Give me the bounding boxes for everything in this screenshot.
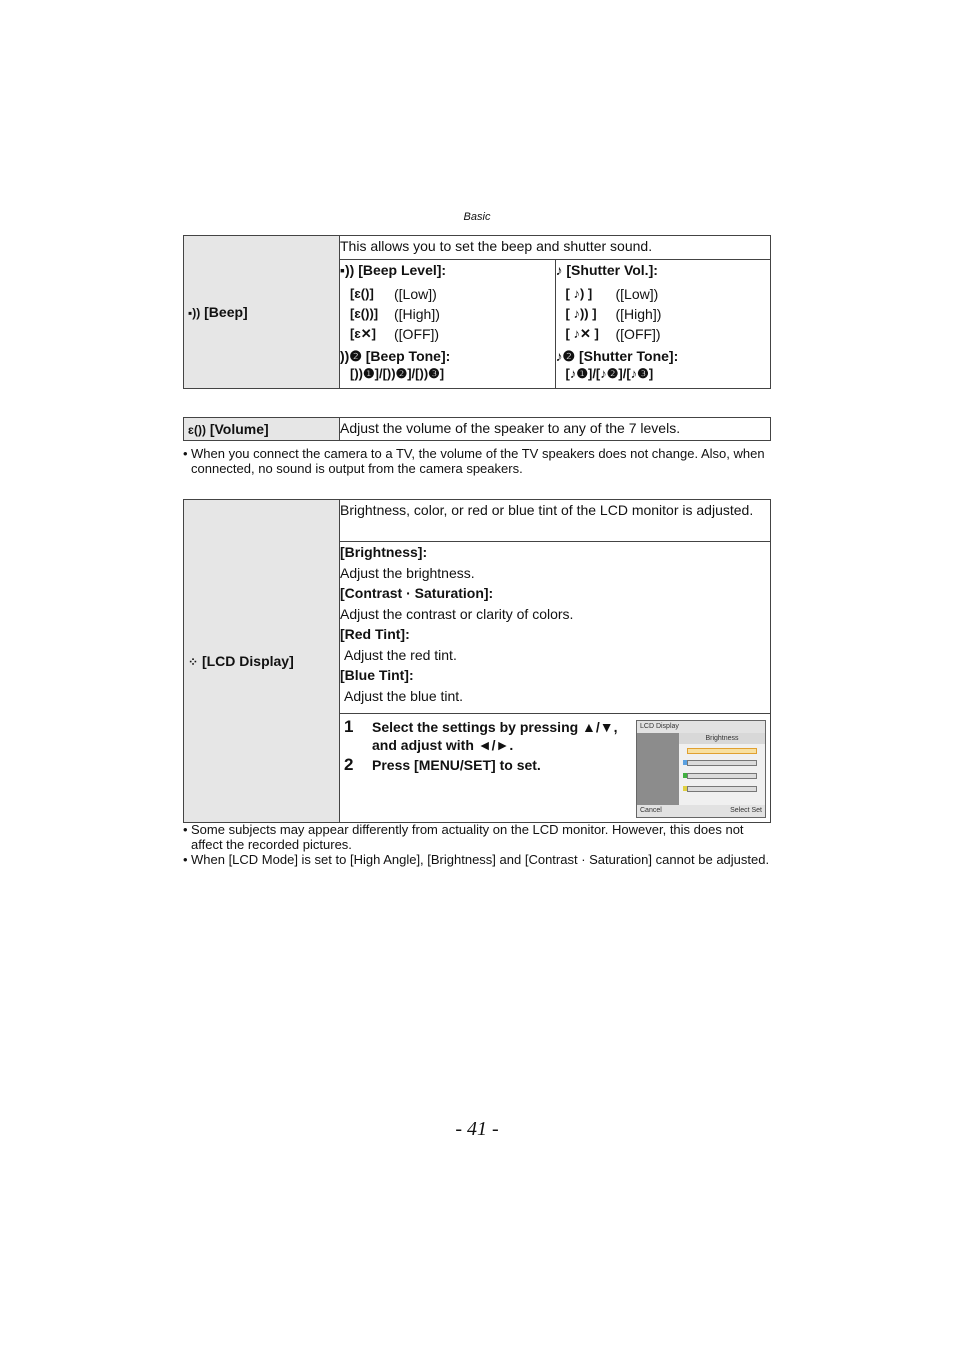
lcd-screen-title: LCD Display — [637, 721, 765, 733]
lcd-screen-panel — [679, 733, 765, 805]
shutter-vol-icon: ♪ — [555, 262, 563, 278]
shutter-off-text: ([OFF]) — [615, 326, 661, 342]
shutter-level-low — [556, 284, 771, 304]
lcd-note-2-text: When [LCD Mode] is set to [High Angle], [Brightness] and [Contrast · Saturation] cannot be adjusted. — [191, 852, 770, 867]
section-label: Basic — [463, 211, 491, 223]
bullet: • — [183, 852, 188, 867]
step-1 — [344, 718, 634, 754]
lcd-screen-footer — [637, 805, 765, 817]
lcd-label: [LCD Display] — [201, 652, 294, 669]
beep-label: [Beep] — [204, 303, 248, 320]
lcd-note-1 — [183, 822, 773, 852]
item-brightness-title: [Brightness]: — [340, 544, 428, 560]
shutter-vol-title: [Shutter Vol.]: — [566, 262, 658, 278]
volume-text: Adjust the volume of the speaker to any of the 7 levels. — [340, 418, 771, 441]
lcd-label-cell — [184, 500, 340, 823]
shutter-level-high — [556, 304, 771, 324]
page-number: - 41 - — [455, 1118, 499, 1140]
step-1-text: Select the settings by pressing ▲/▼, and adjust with ◄/►. — [372, 719, 618, 753]
volume-label-cell — [184, 418, 340, 441]
tint-slider — [687, 786, 757, 792]
shutter-high-icon: [ ♪)) ] — [565, 306, 597, 321]
shutter-tone-icon: ♪❷ — [555, 348, 576, 364]
item-contrast-title: [Contrast · Saturation]: — [340, 585, 494, 601]
step-2 — [344, 756, 634, 774]
beep-high-text: ([High]) — [394, 306, 440, 322]
item-contrast-desc: Adjust the contrast or clarity of colors. — [340, 605, 574, 622]
beep-level-icon: ▪)) — [340, 262, 355, 278]
lcd-steps-cell — [340, 714, 771, 823]
shutter-low-icon: [ ♪) ] — [565, 286, 593, 301]
beep-label-cell — [184, 236, 340, 389]
brightness-slider — [687, 748, 757, 754]
shutter-off-icon: [ ♪✕ ] — [565, 326, 599, 341]
saturation-slider — [687, 773, 757, 779]
shutter-tone-options: [♪❶]/[♪❷]/[♪❸] — [565, 366, 654, 381]
lcd-note-2 — [183, 852, 773, 867]
volume-label: [Volume] — [209, 420, 269, 437]
contrast-slider — [687, 760, 757, 766]
step-1-number: 1 — [344, 717, 354, 736]
beep-off-text: ([OFF]) — [394, 326, 440, 342]
lcd-select-set-label: Select Set — [730, 807, 762, 814]
beep-high-icon: [ɛ())] — [350, 306, 379, 321]
beep-off-icon: [ɛ✕] — [350, 326, 377, 341]
beep-level-low — [340, 284, 555, 304]
lcd-table — [183, 499, 771, 823]
beep-level-title: [Beep Level]: — [358, 262, 447, 278]
beep-table — [183, 235, 771, 389]
beep-level-high — [340, 304, 555, 324]
shutter-level-off — [556, 324, 771, 344]
lcd-intro: Brightness, color, or red or blue tint of the LCD monitor is adjusted. — [340, 500, 771, 542]
beep-tone-options: [))❶]/[))❷]/[))❸] — [350, 366, 445, 381]
lcd-display-icon: ⁘ — [188, 654, 199, 669]
speaker-icon: ɛ()) — [188, 422, 206, 437]
beep-level-off — [340, 324, 555, 344]
bullet: • — [183, 446, 188, 461]
item-brightness-desc: Adjust the brightness. — [340, 564, 475, 581]
shutter-vol-cell — [555, 260, 771, 389]
beep-low-text: ([Low]) — [394, 286, 437, 302]
beep-level-cell — [340, 260, 556, 389]
beep-tone-icon: ))❷ — [340, 348, 362, 364]
volume-note — [183, 446, 773, 476]
lcd-screen-panel-title: Brightness — [679, 733, 765, 744]
lcd-note-1-text: Some subjects may appear differently from actuality on the LCD monitor. However, this does not affect the recorded pictures. — [191, 822, 744, 852]
lcd-screen-preview — [636, 720, 766, 818]
beep-tone-title: [Beep Tone]: — [365, 348, 451, 364]
beep-low-icon: [ɛ()] — [350, 286, 374, 301]
bullet: • — [183, 822, 188, 837]
item-red-title: [Red Tint]: — [340, 626, 410, 642]
item-blue-title: [Blue Tint]: — [340, 667, 414, 683]
lcd-items-cell — [340, 542, 771, 714]
item-red-desc: Adjust the red tint. — [344, 646, 457, 663]
beep-intro: This allows you to set the beep and shutter sound. — [340, 236, 771, 260]
volume-note-text: When you connect the camera to a TV, the volume of the TV speakers does not change. Also, when connected, no sound is output from the camera speakers. — [191, 446, 765, 476]
shutter-low-text: ([Low]) — [615, 286, 659, 302]
step-2-text: Press [MENU/SET] to set. — [372, 757, 541, 773]
step-2-number: 2 — [344, 755, 354, 774]
beep-icon: ▪)) — [188, 305, 201, 320]
item-blue-desc: Adjust the blue tint. — [344, 687, 464, 704]
lcd-notes — [183, 822, 773, 867]
shutter-tone-title: [Shutter Tone]: — [578, 348, 679, 364]
volume-table — [183, 417, 771, 441]
shutter-high-text: ([High]) — [615, 306, 662, 322]
lcd-cancel-label: Cancel — [640, 807, 662, 814]
